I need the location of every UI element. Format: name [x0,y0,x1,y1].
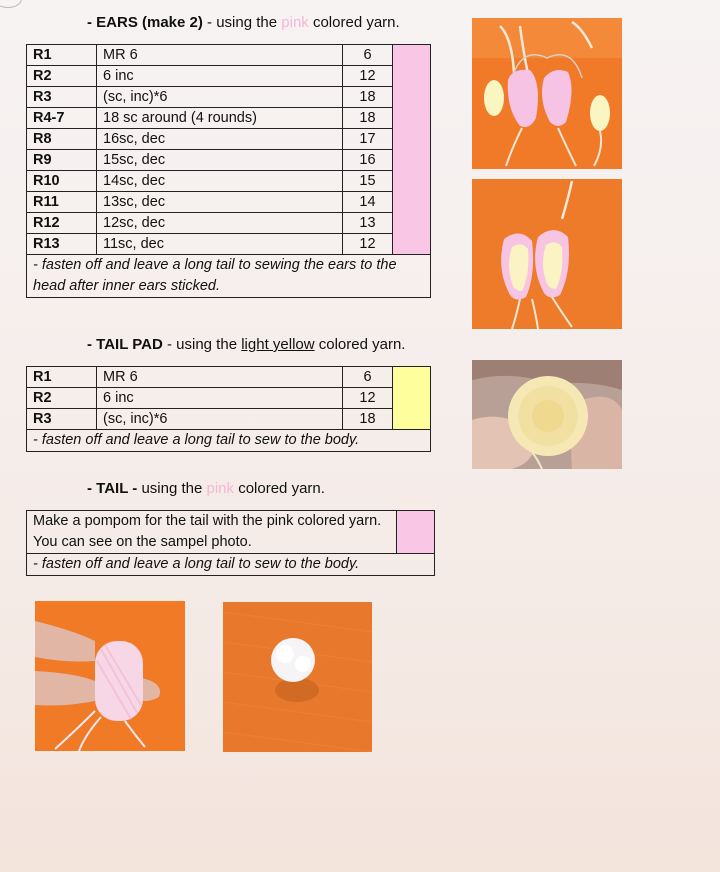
ears-instruction: 15sc, dec [97,150,343,171]
ears-round: R8 [27,129,97,150]
ears-row [27,108,431,129]
tail-pad-count: 18 [343,409,393,430]
ears-count: 14 [343,192,393,213]
ears-color-swatch [393,45,431,255]
ears-row [27,129,431,150]
ears-count: 6 [343,45,393,66]
tail-pad-count: 12 [343,388,393,409]
tail-pad-table-body [27,367,431,452]
tail-heading [87,480,325,497]
ears-row [27,150,431,171]
ears-round: R10 [27,171,97,192]
ears-instruction: 16sc, dec [97,129,343,150]
tail-pad-instruction: (sc, inc)*6 [97,409,343,430]
tail-pad-row [27,409,431,430]
ears-count: 16 [343,150,393,171]
ears-instruction: 13sc, dec [97,192,343,213]
ears-instruction: MR 6 [97,45,343,66]
tail-pad-note: - fasten off and leave a long tail to sew to the body. [27,430,431,452]
tail-post: colored yarn. [234,480,325,497]
ears-count: 12 [343,234,393,255]
tail-color-word: pink [206,480,235,497]
ears-round: R2 [27,66,97,87]
corner-mark [0,0,22,8]
ears-table-body [27,45,431,298]
ears-note-row [27,255,431,298]
ears-photo-2 [472,179,622,329]
tail-pad-count: 6 [343,367,393,388]
tail-pad-row [27,388,431,409]
tail-note: - fasten off and leave a long tail to sew to the body. [27,554,435,576]
ears-row [27,192,431,213]
ears-count: 17 [343,129,393,150]
ears-row [27,66,431,87]
tail-color-swatch [397,511,435,554]
pompom-result-photo [223,602,372,752]
ears-table [26,44,431,298]
ears-count: 18 [343,108,393,129]
tail-pad-photo [472,360,622,469]
ears-count: 15 [343,171,393,192]
ears-count: 12 [343,66,393,87]
tail-pad-round: R1 [27,367,97,388]
tail-pad-table [26,366,431,452]
ears-row [27,234,431,255]
ears-row [27,87,431,108]
ears-instruction: 6 inc [97,66,343,87]
ears-instruction: 11sc, dec [97,234,343,255]
ears-color-word: pink [281,14,309,31]
tail-note-row [27,554,435,576]
ears-post: colored yarn. [308,14,400,31]
tail-pad-color-swatch [393,367,431,430]
ears-instruction: 18 sc around (4 rounds) [97,108,343,129]
tail-pad-title: - TAIL PAD [87,336,163,353]
ears-note: - fasten off and leave a long tail to sewing the ears to the head after inner ears sticked. [27,255,431,298]
ears-heading [87,14,400,31]
ears-title: - EARS (make 2) [87,14,203,31]
ears-round: R3 [27,87,97,108]
ears-row [27,171,431,192]
tail-instruction-row [27,511,435,554]
tail-pre: using the [137,480,207,497]
ears-pre: - using the [202,14,282,31]
tail-pad-instruction: MR 6 [97,367,343,388]
tail-pad-color-word: light yellow [241,336,315,353]
ears-round: R4-7 [27,108,97,129]
ears-round: R1 [27,45,97,66]
tail-instruction: Make a pompom for the tail with the pink colored yarn. You can see on the sampel photo. [27,511,397,554]
ears-count: 13 [343,213,393,234]
ears-row [27,213,431,234]
tail-pad-instruction: 6 inc [97,388,343,409]
ears-photo-1 [472,18,622,169]
ears-instruction: (sc, inc)*6 [97,87,343,108]
tail-pad-heading [87,336,405,353]
ears-round: R12 [27,213,97,234]
tail-pad-round: R2 [27,388,97,409]
ears-row [27,45,431,66]
ears-instruction: 12sc, dec [97,213,343,234]
tail-pad-row [27,367,431,388]
ears-round: R9 [27,150,97,171]
ears-round: R13 [27,234,97,255]
tail-pad-note-row [27,430,431,452]
tail-pad-post: colored yarn. [314,336,406,353]
tail-pad-pre: - using the [162,336,242,353]
ears-count: 18 [343,87,393,108]
tail-table [26,510,435,576]
pompom-wrap-photo [35,601,185,751]
ears-instruction: 14sc, dec [97,171,343,192]
ears-round: R11 [27,192,97,213]
tail-pad-round: R3 [27,409,97,430]
tail-title: - TAIL - [87,480,138,497]
